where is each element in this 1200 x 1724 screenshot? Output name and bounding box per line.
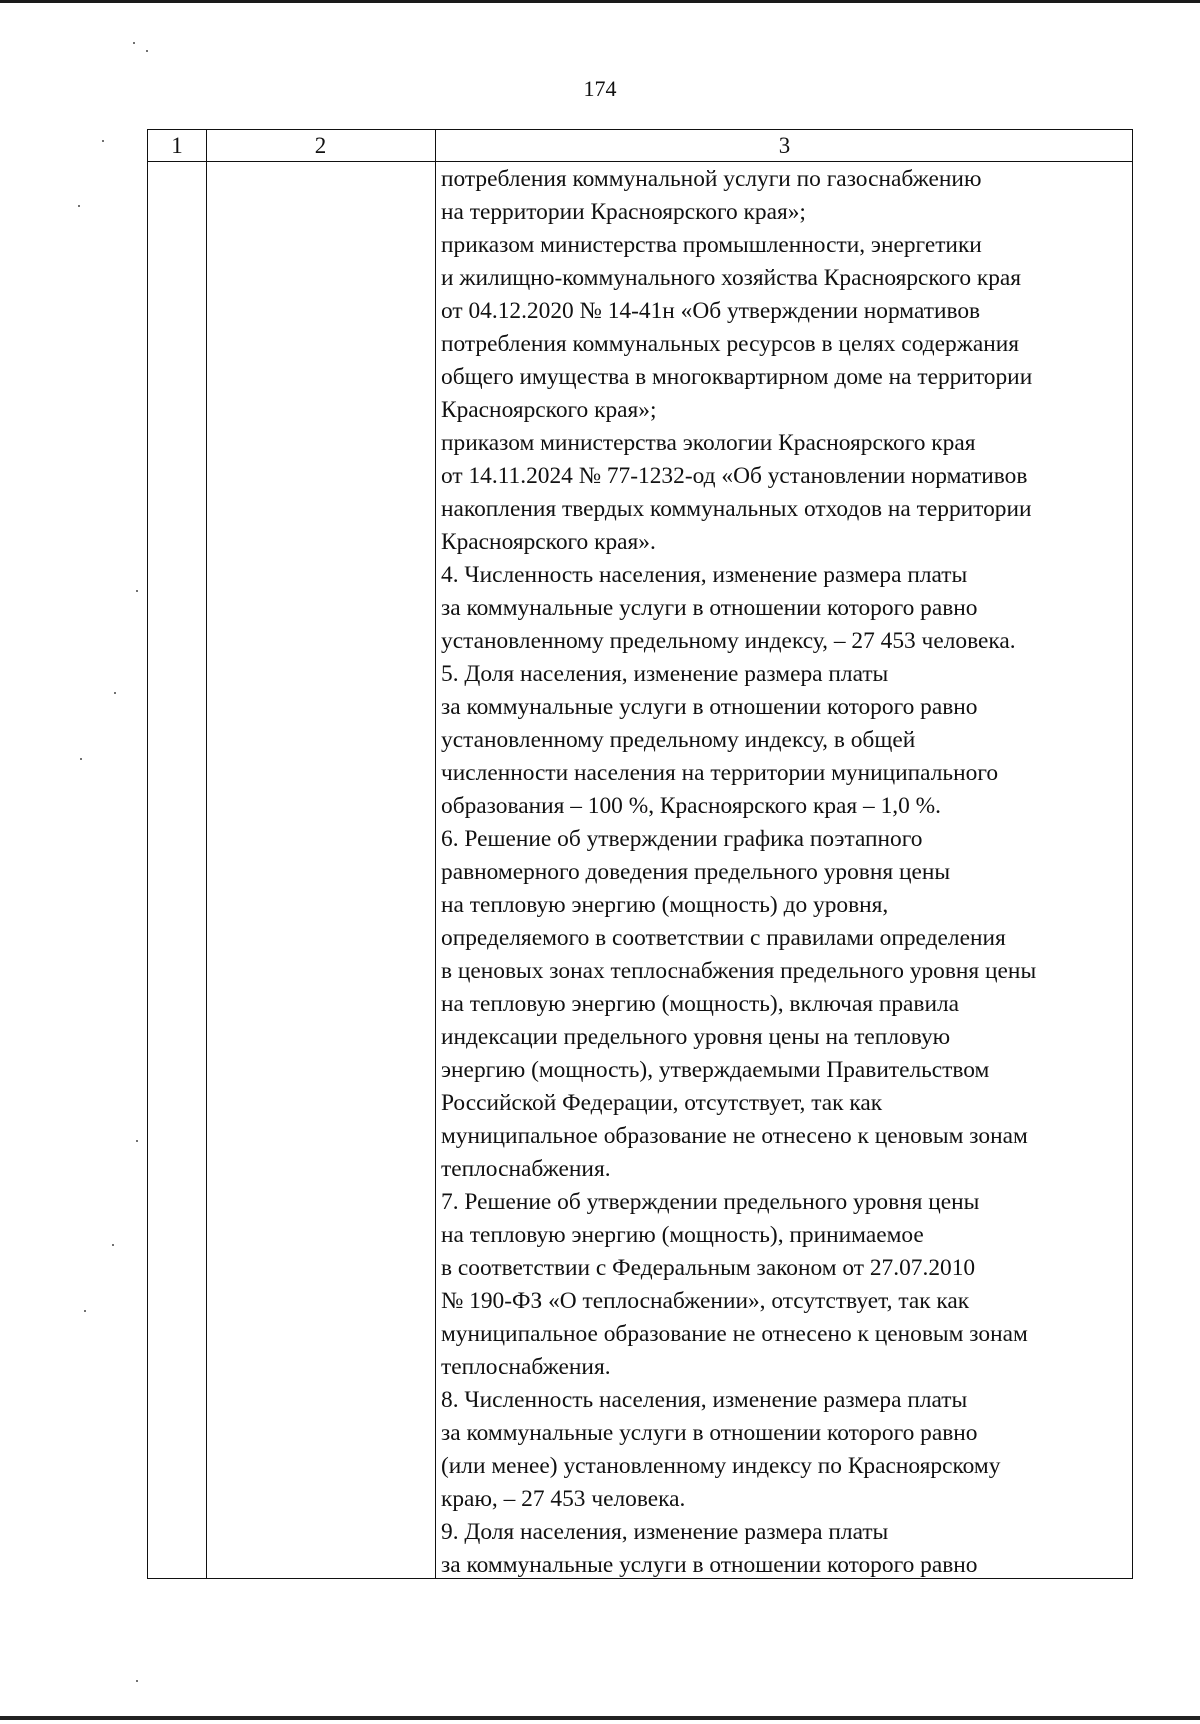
text-line: муниципальное образование не отнесено к ценовым зонам bbox=[441, 1321, 1028, 1347]
top-border-line bbox=[0, 0, 1200, 3]
text-line: накопления твердых коммунальных отходов на территории bbox=[441, 496, 1032, 522]
text-line: от 04.12.2020 № 14-41н «Об утверждении нормативов bbox=[441, 298, 981, 324]
scan-speck bbox=[102, 140, 104, 142]
text-line: за коммунальные услуги в отношении которого равно bbox=[441, 595, 978, 621]
text-line: Красноярского края»; bbox=[441, 397, 657, 423]
text-line: на тепловую энергию (мощность), принимаемое bbox=[441, 1222, 924, 1248]
scan-speck bbox=[136, 1680, 138, 1682]
text-line: на тепловую энергию (мощность), включая правила bbox=[441, 991, 960, 1017]
text-line: численности населения на территории муниципального bbox=[441, 760, 999, 786]
text-line: определяемого в соответствии с правилами определения bbox=[441, 925, 1006, 951]
text-line: потребления коммунальной услуги по газоснабжению bbox=[441, 166, 982, 192]
text-line: теплоснабжения. bbox=[441, 1354, 611, 1380]
text-line: (или менее) установленному индексу по Красноярскому bbox=[441, 1453, 1001, 1479]
text-line: образования – 100 %, Красноярского края – 1,0 %. bbox=[441, 793, 941, 819]
text-line: установленному предельному индексу, в общей bbox=[441, 727, 916, 753]
text-line: в ценовых зонах теплоснабжения предельного уровня цены bbox=[441, 958, 1037, 984]
text-line: и жилищно-коммунального хозяйства Красноярского края bbox=[441, 265, 1022, 291]
text-line: в соответствии с Федеральным законом от 27.07.2010 bbox=[441, 1255, 976, 1281]
text-line: равномерного доведения предельного уровня цены bbox=[441, 859, 951, 885]
text-line: № 190-ФЗ «О теплоснабжении», отсутствует, так как bbox=[441, 1288, 970, 1314]
text-line: краю, – 27 453 человека. bbox=[441, 1486, 686, 1512]
column-header-2: 2 bbox=[314, 133, 327, 158]
text-line: за коммунальные услуги в отношении которого равно bbox=[441, 1552, 978, 1578]
text-line: энергию (мощность), утверждаемыми Правительством bbox=[441, 1057, 990, 1083]
column-header-3: 3 bbox=[778, 133, 791, 158]
scan-speck bbox=[112, 1244, 114, 1246]
text-line: теплоснабжения. bbox=[441, 1156, 611, 1182]
column-3-text bbox=[441, 163, 1131, 1582]
scan-speck bbox=[84, 1310, 86, 1312]
text-line: Красноярского края». bbox=[441, 529, 656, 555]
text-line: 5. Доля населения, изменение размера платы bbox=[441, 661, 889, 687]
scan-speck bbox=[78, 205, 80, 207]
text-line: 6. Решение об утверждении графика поэтапного bbox=[441, 826, 923, 852]
column-header-1: 1 bbox=[171, 133, 183, 158]
document-table bbox=[147, 129, 1133, 1579]
scan-speck bbox=[80, 758, 82, 760]
text-line: потребления коммунальных ресурсов в целях содержания bbox=[441, 331, 1020, 357]
header-divider bbox=[148, 161, 1132, 162]
scan-speck bbox=[136, 590, 138, 592]
text-line: Российской Федерации, отсутствует, так как bbox=[441, 1090, 883, 1116]
text-line: за коммунальные услуги в отношении которого равно bbox=[441, 694, 978, 720]
bottom-scan-edge bbox=[0, 1716, 1200, 1720]
scan-speck bbox=[136, 1140, 138, 1142]
text-line: приказом министерства экологии Красноярского края bbox=[441, 430, 976, 456]
column-divider-1 bbox=[206, 130, 207, 1578]
scan-speck bbox=[146, 50, 148, 52]
text-line: индексации предельного уровня цены на тепловую bbox=[441, 1024, 951, 1050]
text-line: 8. Численность населения, изменение размера платы bbox=[441, 1387, 968, 1413]
text-line: приказом министерства промышленности, энергетики bbox=[441, 232, 982, 258]
column-divider-2 bbox=[435, 130, 436, 1578]
text-line: установленному предельному индексу, – 27 453 человека. bbox=[441, 628, 1016, 654]
text-line: на тепловую энергию (мощность) до уровня, bbox=[441, 892, 889, 918]
text-line: 9. Доля населения, изменение размера платы bbox=[441, 1519, 889, 1545]
scan-speck bbox=[133, 42, 135, 44]
text-line: от 14.11.2024 № 77-1232-од «Об установлении нормативов bbox=[441, 463, 1028, 489]
text-line: 7. Решение об утверждении предельного уровня цены bbox=[441, 1189, 980, 1215]
text-line: 4. Численность населения, изменение размера платы bbox=[441, 562, 968, 588]
text-line: муниципальное образование не отнесено к ценовым зонам bbox=[441, 1123, 1028, 1149]
text-line: общего имущества в многоквартирном доме на территории bbox=[441, 364, 1033, 390]
text-line: за коммунальные услуги в отношении которого равно bbox=[441, 1420, 978, 1446]
scan-speck bbox=[114, 692, 116, 694]
text-line: на территории Красноярского края»; bbox=[441, 199, 806, 225]
page-number: 174 bbox=[583, 76, 617, 101]
